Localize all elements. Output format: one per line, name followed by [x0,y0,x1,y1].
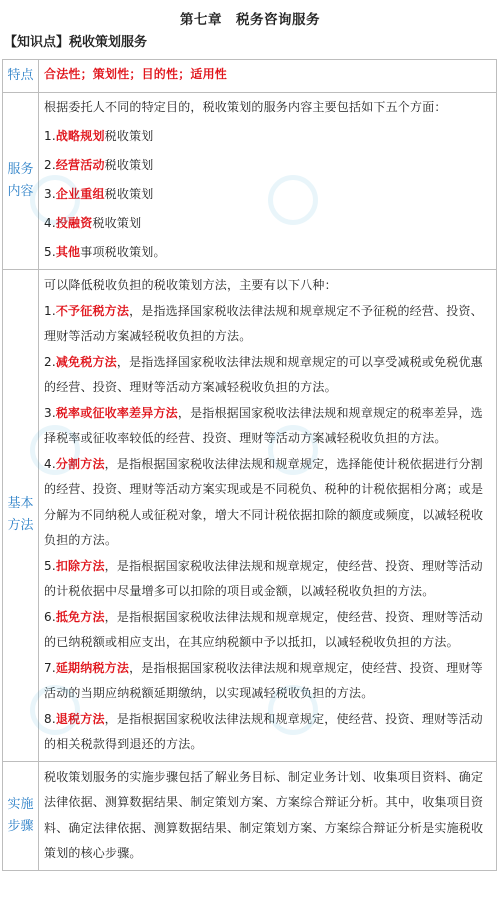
item-number: 5. [44,245,56,259]
item-highlight: 企业重组 [55,187,105,201]
row-methods [3,270,497,762]
item-number: 6. [44,609,56,624]
list-item [44,350,491,401]
label-features: 特点 [3,60,39,93]
item-text: ，是指根据国家税收法律法规和规章规定，使经营、投资、理财等活动的计税依据中尽量增多可以扣除的项目或金额，以减轻税收负担的方法。 [44,558,483,598]
page-title: 第七章 税务咨询服务 [180,12,320,28]
list-item [44,238,491,267]
item-text: 事项税收策划。 [80,245,166,259]
item-highlight: 抵免方法 [55,609,105,624]
item-number: 1. [44,303,56,318]
item-number: 3. [44,405,56,420]
list-item [44,180,491,209]
label-line: 基本 [7,496,34,512]
list-item [44,401,491,452]
item-highlight: 扣除方法 [55,558,105,573]
list-item [44,605,491,656]
label-steps [3,761,39,870]
knowledge-point-title: 【知识点】税收策划服务 [4,35,148,50]
list-item [44,122,491,151]
item-text: ，是指选择国家税收法律法规和规章规定不予征税的经营、投资、理财等活动方案减轻税收负担的方法。 [44,303,483,343]
label-line: 方法 [7,518,34,534]
steps-text: 税收策划服务的实施步骤包括了解业务目标、制定业务计划、收集项目资料、确定法律依据、测算数据结果、制定策划方案、方案综合辩证分析。其中，收集项目资料、确定法律依据、测算数据结果、制定策划方案、方案综合辩证分析是实施税收策划的核心步骤。 [44,769,484,860]
item-highlight: 分割方法 [55,456,105,471]
label-line: 内容 [7,184,34,199]
item-highlight: 不予征税方法 [55,303,130,318]
item-highlight: 经营活动 [55,158,105,172]
item-text: ，是指根据国家税收法律法规和规章规定，使经营、投资、理财等活动的相关税款得到退还的方法。 [44,711,483,751]
list-item [44,151,491,180]
item-number: 2. [44,158,56,172]
item-text: ，是指根据国家税收法律法规和规章规定，使经营、投资、理财等活动的已纳税额或相应支出，在其应纳税额中予以抵扣，以减轻税收负担的方法。 [44,609,483,649]
label-line: 实施 [7,796,34,812]
item-text: 税收策划 [104,158,154,172]
content-services [39,93,497,270]
item-text: ，是指根据国家税收法律法规和规章规定的税率差异，选择税率或征收率较低的经营、投资、理财等活动方案减轻税收负担的方法。 [44,405,483,445]
label-methods [3,270,39,762]
item-highlight: 减免税方法 [55,354,117,369]
item-highlight: 退税方法 [55,711,105,726]
item-number: 4. [44,456,56,471]
item-number: 7. [44,660,56,675]
label-line: 步骤 [7,818,34,834]
item-number: 1. [44,129,56,143]
list-item [44,209,491,238]
item-number: 5. [44,558,56,573]
content-methods [39,270,497,762]
item-text: 税收策划 [104,187,154,201]
list-item [44,299,491,350]
item-text: 税收策划 [92,216,142,230]
list-item [44,707,491,758]
list-item [44,554,491,605]
item-number: 3. [44,187,56,201]
list-item [44,656,491,707]
item-highlight: 延期纳税方法 [55,660,130,675]
item-text: ，是指选择国家税收法律法规和规章规定的可以享受减税或免税优惠的经营、投资、理财等活动方案减轻税收负担的方法。 [44,354,483,394]
features-text: 合法性；策划性；目的性；适用性 [44,67,228,81]
row-services [3,93,497,270]
content-steps [39,761,497,870]
item-highlight: 投融资 [55,216,93,230]
item-highlight: 战略规划 [55,129,105,143]
item-number: 2. [44,354,56,369]
row-steps [3,761,497,870]
content-features [39,60,497,93]
item-highlight: 其他 [55,245,81,259]
item-text: ，是指根据国家税收法律法规和规章规定，选择能使计税依据进行分割的经营、投资、理财等活动方案实现或是不同税负、税种的计税依据相分离；或是分解为不同纳税人或征税对象，增大不同计税依据扣除的额度或频度，以减轻税收负担的方法。 [44,456,484,547]
item-number: 8. [44,711,56,726]
label-services [3,93,39,270]
knowledge-table [2,59,497,871]
item-text: ，是指根据国家税收法律法规和规章规定，使经营、投资、理财等活动的当期应纳税额延期缴纳，以实现减轻税收负担的方法。 [44,660,483,700]
row-features [3,60,497,93]
label-line: 服务 [7,162,34,177]
item-highlight: 税率或征收率差异方法 [55,405,178,420]
list-item [44,452,491,554]
services-intro: 根据委托人不同的特定目的，税收策划的服务内容主要包括如下五个方面： [44,100,447,114]
item-number: 4. [44,216,56,230]
methods-intro: 可以降低税收负担的税收策划方法，主要有以下八种： [44,278,337,292]
item-text: 税收策划 [104,129,154,143]
